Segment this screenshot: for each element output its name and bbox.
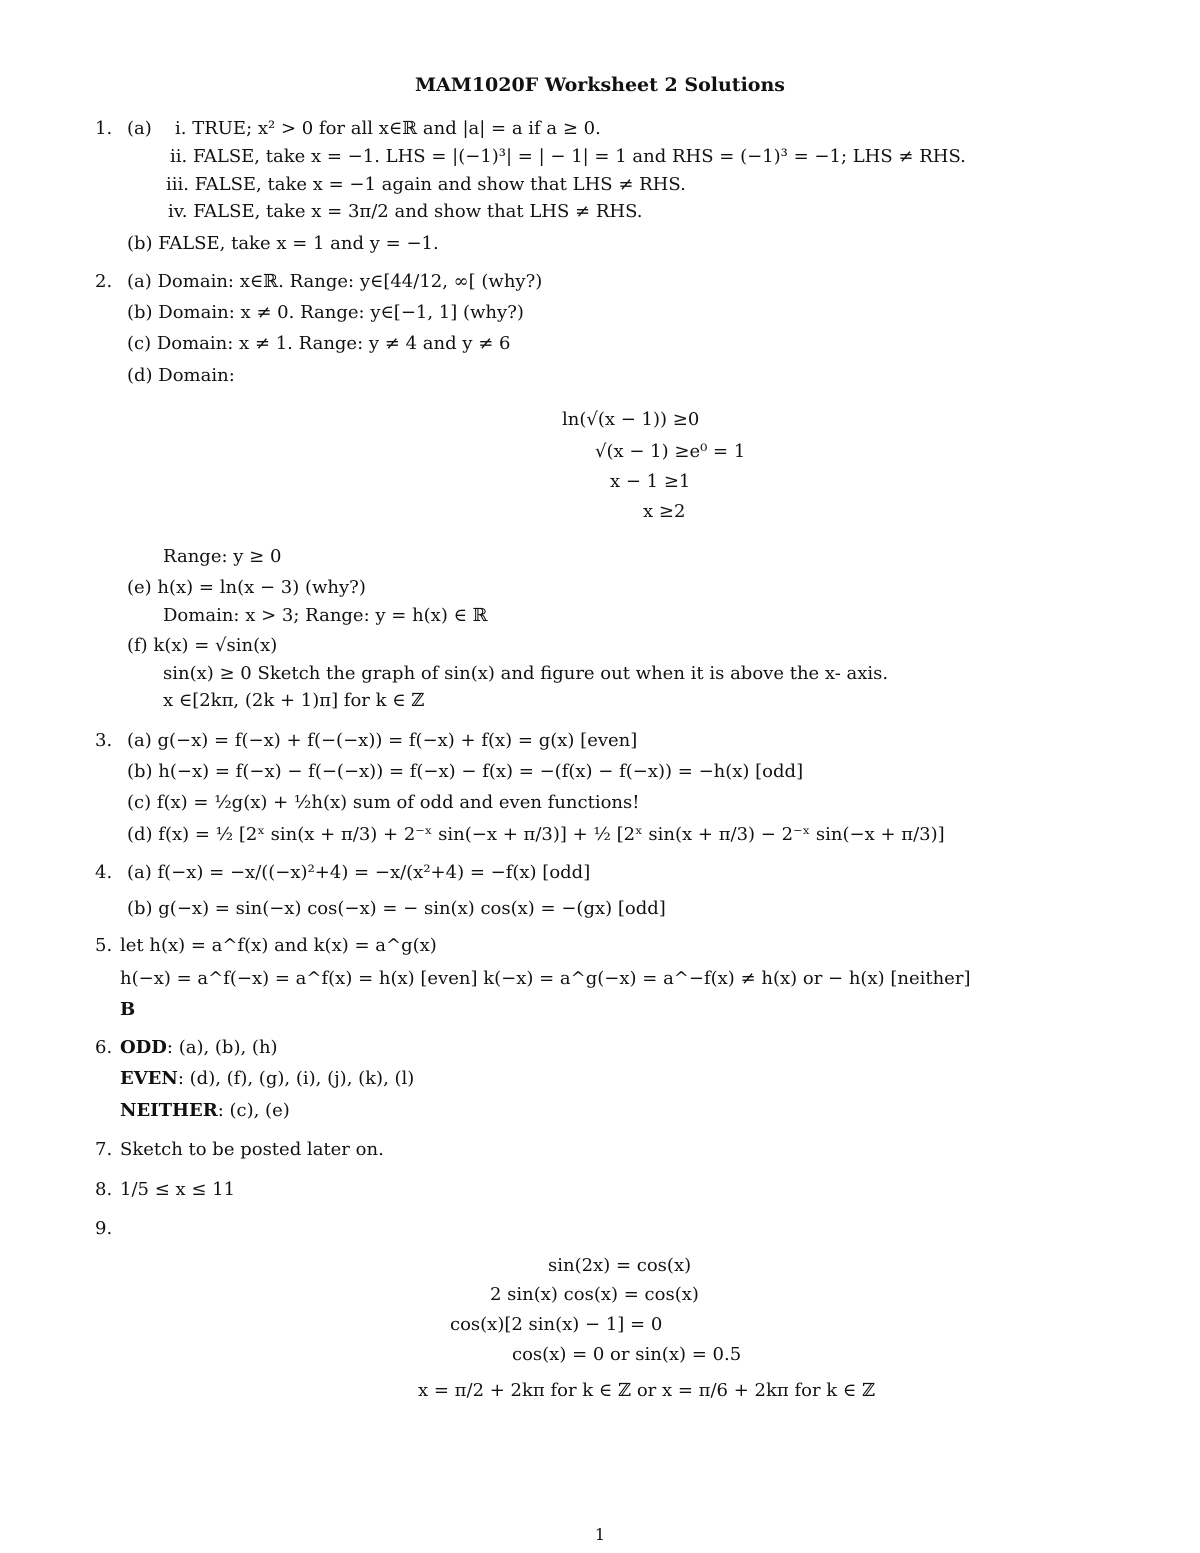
q2-f-line2: sin(x) ≥ 0 Sketch the graph of sin(x) and figure out when it is above the x- axis. — [163, 663, 889, 684]
q8-text: 1/5 ≤ x ≤ 11 — [120, 1179, 236, 1200]
q6-neither-label: NEITHER — [120, 1100, 218, 1121]
q9-eq-3: cos(x)[2 sin(x) − 1] = 0 — [450, 1314, 663, 1335]
page-number: 1 — [594, 1525, 606, 1544]
q5-number: 5. — [95, 935, 113, 956]
q1-a-ii: ii. FALSE, take x = −1. LHS = |(−1)³| = | − 1| = 1 and RHS = (−1)³ = −1; LHS ≠ RHS. — [170, 146, 966, 167]
q5-line1: let h(x) = a^f(x) and k(x) = a^g(x) — [120, 935, 437, 956]
q7-text: Sketch to be posted later on. — [120, 1139, 384, 1160]
q3-c: (c) f(x) = ½g(x) + ½h(x) sum of odd and even functions! — [127, 792, 640, 813]
q1-a-i: i. TRUE; x² > 0 for all x∈ℝ and |a| = a if a ≥ 0. — [175, 118, 601, 139]
q2-c: (c) Domain: x ≠ 1. Range: y ≠ 4 and y ≠ 6 — [127, 333, 511, 354]
q6-odd — [120, 1037, 278, 1059]
q6-even — [120, 1068, 414, 1090]
q2-a: (a) Domain: x∈ℝ. Range: y∈[44/12, ∞[ (why?) — [127, 271, 543, 292]
q1-a-iv: iv. FALSE, take x = 3π/2 and show that LHS ≠ RHS. — [168, 201, 643, 222]
q8-number: 8. — [95, 1179, 113, 1200]
q4-b: (b) g(−x) = sin(−x) cos(−x) = − sin(x) cos(x) = −(gx) [odd] — [127, 898, 666, 919]
q2-d-range: Range: y ≥ 0 — [163, 546, 282, 567]
q2-number: 2. — [95, 271, 113, 292]
q9-eq-4: cos(x) = 0 or sin(x) = 0.5 — [512, 1344, 742, 1365]
q4-number: 4. — [95, 862, 113, 883]
q6-neither — [120, 1100, 290, 1122]
q9-eq-5: x = π/2 + 2kπ for k ∈ ℤ or x = π/6 + 2kπ for k ∈ ℤ — [418, 1380, 876, 1401]
q3-a: (a) g(−x) = f(−x) + f(−(−x)) = f(−x) + f(x) = g(x) [even] — [127, 730, 638, 751]
q2-f: (f) k(x) = √sin(x) — [127, 635, 278, 656]
q5-line2: h(−x) = a^f(−x) = a^f(x) = h(x) [even] k(−x) = a^g(−x) = a^−f(x) ≠ h(x) or − h(x) [neither] — [120, 968, 971, 989]
q6-even-value: : (d), (f), (g), (i), (j), (k), (l) — [177, 1068, 415, 1089]
q6-number: 6. — [95, 1037, 113, 1058]
q1-a-label: (a) — [127, 118, 152, 139]
q6-even-label: EVEN — [120, 1068, 178, 1089]
q2-d-eq-3: x − 1 ≥1 — [610, 471, 691, 492]
q3-number: 3. — [95, 730, 113, 751]
q2-d-eq-1: ln(√(x − 1)) ≥0 — [562, 409, 700, 430]
q1-a-iii: iii. FALSE, take x = −1 again and show that LHS ≠ RHS. — [166, 174, 686, 195]
q9-eq-1: sin(2x) = cos(x) — [548, 1255, 692, 1276]
q9-eq-2: 2 sin(x) cos(x) = cos(x) — [490, 1284, 699, 1305]
q2-e: (e) h(x) = ln(x − 3) (why?) — [127, 577, 366, 598]
q2-d-eq-2: √(x − 1) ≥e⁰ = 1 — [595, 441, 746, 462]
q6-odd-value: : (a), (b), (h) — [166, 1037, 278, 1058]
q7-number: 7. — [95, 1139, 113, 1160]
q2-b: (b) Domain: x ≠ 0. Range: y∈[−1, 1] (why?) — [127, 302, 524, 323]
q9-number: 9. — [95, 1218, 113, 1239]
q1-b: (b) FALSE, take x = 1 and y = −1. — [127, 233, 439, 254]
q2-d-eq-4: x ≥2 — [643, 501, 686, 522]
q6-odd-label: ODD — [120, 1037, 167, 1058]
q1-number: 1. — [95, 118, 113, 139]
q4-a: (a) f(−x) = −x/((−x)²+4) = −x/(x²+4) = −f(x) [odd] — [127, 862, 591, 883]
q5-answer: B — [120, 999, 136, 1020]
q2-e-domain: Domain: x > 3; Range: y = h(x) ∈ ℝ — [163, 605, 488, 626]
q6-neither-value: : (c), (e) — [217, 1100, 290, 1121]
page-title: MAM1020F Worksheet 2 Solutions — [415, 74, 785, 96]
q2-f-line3: x ∈[2kπ, (2k + 1)π] for k ∈ ℤ — [163, 690, 425, 711]
q3-d: (d) f(x) = ½ [2ˣ sin(x + π/3) + 2⁻ˣ sin(−x + π/3)] + ½ [2ˣ sin(x + π/3) − 2⁻ˣ sin(−x + π/3)] — [127, 824, 945, 845]
q2-d: (d) Domain: — [127, 365, 235, 386]
q3-b: (b) h(−x) = f(−x) − f(−(−x)) = f(−x) − f(x) = −(f(x) − f(−x)) = −h(x) [odd] — [127, 761, 804, 782]
